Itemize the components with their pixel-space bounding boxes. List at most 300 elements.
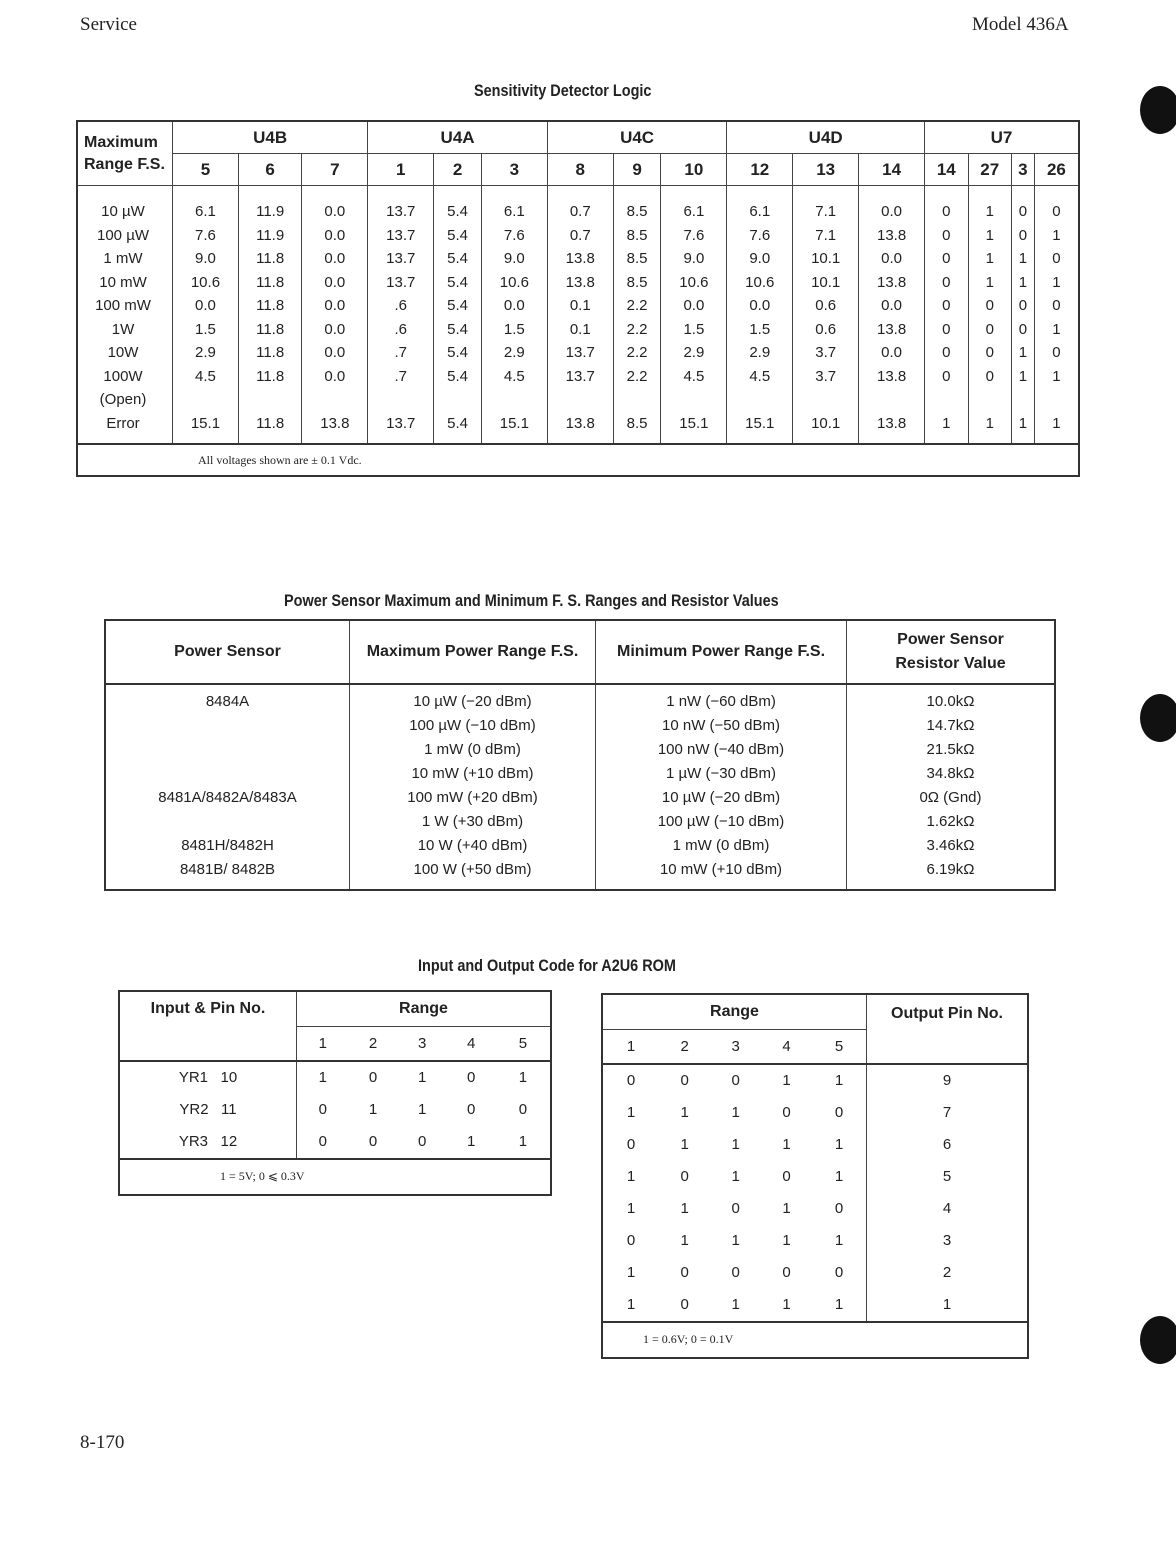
table-row xyxy=(77,271,1079,295)
voltage-cell: 13.7 xyxy=(547,341,613,365)
voltage-cell: 0.0 xyxy=(302,271,368,295)
voltage-cell: 0 xyxy=(968,341,1011,365)
voltage-cell: .6 xyxy=(368,318,434,342)
voltage-cell xyxy=(613,388,661,412)
voltage-cell: 15.1 xyxy=(481,412,547,445)
voltage-cell: 6.1 xyxy=(173,186,239,224)
voltage-cell: 1 xyxy=(968,271,1011,295)
voltage-cell: 9.0 xyxy=(661,247,727,271)
logic-level-note: 1 = 5V; 0 ⩽ 0.3V xyxy=(119,1159,551,1195)
table-row xyxy=(77,388,1079,412)
bit-cell: 1 xyxy=(782,1296,791,1313)
bit-cell: 0 xyxy=(626,1072,636,1089)
output-pin-cell: 4 xyxy=(867,1193,1029,1225)
voltage-cell: 13.8 xyxy=(859,318,925,342)
voltage-cell: .7 xyxy=(368,341,434,365)
rom-input-table xyxy=(118,990,552,1196)
bit-cell: 1 xyxy=(417,1069,427,1086)
range-cell: 10 mW xyxy=(77,271,173,295)
pin-header: 14 xyxy=(859,154,925,186)
bit-cell: 1 xyxy=(626,1200,636,1217)
resistor-cell: 6.19kΩ xyxy=(847,857,1056,890)
bit-cell: 0 xyxy=(318,1133,327,1150)
table-row xyxy=(77,247,1079,271)
voltage-cell: 5.4 xyxy=(434,224,482,248)
power-sensor-table-title: Power Sensor Maximum and Minimum F. S. Ranges and Resistor Values xyxy=(284,591,779,610)
pin-header: 26 xyxy=(1034,154,1079,186)
voltage-cell: 2.2 xyxy=(613,294,661,318)
voltage-cell: 0 xyxy=(1034,186,1079,224)
bit-cell: 1 xyxy=(318,1069,327,1086)
voltage-cell: 8.5 xyxy=(613,224,661,248)
bit-cell: 0 xyxy=(368,1133,378,1150)
voltage-cell: 1 xyxy=(968,412,1011,445)
table-row xyxy=(119,1126,551,1159)
table-row xyxy=(602,1289,1028,1322)
bit-cell: 0 xyxy=(834,1104,844,1121)
voltage-cell: 1.5 xyxy=(173,318,239,342)
voltage-cell: 1 xyxy=(1011,341,1034,365)
voltage-cell: 1.5 xyxy=(661,318,727,342)
voltage-cell xyxy=(368,388,434,412)
voltage-cell: 5.4 xyxy=(434,186,482,224)
sensor-cell: 8484A xyxy=(105,684,350,713)
voltage-cell: 1 xyxy=(968,186,1011,224)
bit-cell: 1 xyxy=(680,1136,689,1153)
bit-cell: 1 xyxy=(417,1101,427,1118)
voltage-cell: 2.9 xyxy=(173,341,239,365)
voltage-cell: 5.4 xyxy=(434,412,482,445)
voltage-cell: 13.7 xyxy=(368,186,434,224)
voltage-cell: 11.8 xyxy=(238,271,301,295)
voltage-cell: 0.7 xyxy=(547,224,613,248)
voltage-cell: 2.9 xyxy=(727,341,793,365)
bit-cell: 1 xyxy=(626,1264,636,1281)
range-header: Range xyxy=(297,991,552,1027)
bit-cell: 1 xyxy=(626,1296,636,1313)
voltage-cell: 4.5 xyxy=(661,365,727,389)
voltage-cell: 1 xyxy=(968,247,1011,271)
voltage-cell: 11.8 xyxy=(238,318,301,342)
note-row xyxy=(602,1322,1028,1358)
bit-cell: 1 xyxy=(518,1133,528,1150)
bit-cell: 1 xyxy=(680,1104,689,1121)
voltage-cell: 9.0 xyxy=(481,247,547,271)
sensor-cell xyxy=(105,713,350,737)
table-row xyxy=(105,713,1055,737)
voltage-cell: 8.5 xyxy=(613,186,661,224)
voltage-cell: 0.0 xyxy=(302,318,368,342)
col-header: Maximum Power Range F.S. xyxy=(350,620,596,684)
voltage-cell: 1.5 xyxy=(481,318,547,342)
sensitivity-table-title: Sensitivity Detector Logic xyxy=(474,81,652,100)
chip-group-header: U4C xyxy=(547,121,727,154)
voltage-cell: 11.8 xyxy=(238,341,301,365)
voltage-cell: 0.1 xyxy=(547,294,613,318)
power-sensor-table xyxy=(104,619,1056,891)
voltage-cell: 1 xyxy=(1011,247,1034,271)
sensor-cell xyxy=(105,737,350,761)
bit-cell: 1 xyxy=(731,1136,740,1153)
voltage-cell: 9.0 xyxy=(727,247,793,271)
voltage-cell: 13.7 xyxy=(368,224,434,248)
bit-cell: 1 xyxy=(782,1200,791,1217)
rom-output-table xyxy=(601,993,1029,1359)
voltage-cell: 0 xyxy=(968,365,1011,389)
table-row xyxy=(602,1064,1028,1097)
bit-cell: 1 xyxy=(518,1069,528,1086)
row-header xyxy=(77,121,173,186)
min-cell: 1 nW (−60 dBm) xyxy=(596,684,847,713)
voltage-cell xyxy=(859,388,925,412)
voltage-cell: 10.6 xyxy=(727,271,793,295)
table-row xyxy=(602,1257,1028,1289)
voltage-cell: 13.8 xyxy=(859,224,925,248)
bit-cell: 1 xyxy=(782,1072,791,1089)
voltage-cell: 10.1 xyxy=(793,412,859,445)
voltage-cell: 0 xyxy=(925,271,968,295)
voltage-cell: 2.9 xyxy=(481,341,547,365)
voltage-cell: .6 xyxy=(368,294,434,318)
page-number: 8-170 xyxy=(80,1432,125,1453)
voltage-cell xyxy=(173,388,239,412)
voltage-cell: 0 xyxy=(925,247,968,271)
bit-cell: 0 xyxy=(368,1069,378,1086)
voltage-cell: 0.0 xyxy=(661,294,727,318)
table-row xyxy=(77,186,1079,224)
voltage-cell xyxy=(434,388,482,412)
bit-cell: 0 xyxy=(782,1104,791,1121)
voltage-cell: 4.5 xyxy=(727,365,793,389)
output-pin-cell: 5 xyxy=(867,1161,1029,1193)
output-header: Output Pin No. xyxy=(867,994,1029,1064)
bit-cell: 0 xyxy=(518,1101,528,1118)
voltage-cell: 0 xyxy=(925,186,968,224)
pin-header: 7 xyxy=(302,154,368,186)
voltage-cell: 15.1 xyxy=(727,412,793,445)
table-row xyxy=(77,224,1079,248)
input-cell: YR1 10 xyxy=(119,1061,297,1094)
logic-level-note: 1 = 0.6V; 0 = 0.1V xyxy=(602,1322,1028,1358)
voltage-cell: 0 xyxy=(968,318,1011,342)
pin-header: 14 xyxy=(925,154,968,186)
pin-header: 2 xyxy=(434,154,482,186)
voltage-cell: 0 xyxy=(1011,318,1034,342)
header-section-label: Service xyxy=(80,14,137,35)
voltage-cell: 0 xyxy=(1034,247,1079,271)
voltage-cell: 6.1 xyxy=(481,186,547,224)
table-row xyxy=(77,412,1079,445)
voltage-cell: 0.0 xyxy=(727,294,793,318)
bit-cell: 1 xyxy=(834,1072,844,1089)
voltage-cell: 11.9 xyxy=(238,186,301,224)
voltage-note: All voltages shown are ± 0.1 Vdc. xyxy=(77,444,1079,476)
pin-header: 5 xyxy=(173,154,239,186)
voltage-cell: 0 xyxy=(968,294,1011,318)
voltage-cell: 13.7 xyxy=(547,365,613,389)
voltage-cell xyxy=(481,388,547,412)
table-row xyxy=(105,737,1055,761)
col-header: Power Sensor xyxy=(105,620,350,684)
sensor-cell xyxy=(105,809,350,833)
voltage-cell: 13.7 xyxy=(368,271,434,295)
range-cell: Error xyxy=(77,412,173,445)
voltage-cell: 0 xyxy=(1034,341,1079,365)
bit-cell: 1 xyxy=(680,1200,689,1217)
chip-group-header: U7 xyxy=(925,121,1079,154)
bit-cell: 1 xyxy=(680,1232,689,1249)
voltage-cell: 5.4 xyxy=(434,247,482,271)
pin-header: 13 xyxy=(793,154,859,186)
range-col-header: 2 xyxy=(349,1027,398,1061)
col-header: Minimum Power Range F.S. xyxy=(596,620,847,684)
min-cell: 100 µW (−10 dBm) xyxy=(596,809,847,833)
bit-cell: 0 xyxy=(467,1069,476,1086)
voltage-cell: 11.8 xyxy=(238,294,301,318)
voltage-cell: 13.7 xyxy=(368,247,434,271)
voltage-cell: 1 xyxy=(1011,412,1034,445)
bit-cell: 1 xyxy=(834,1232,844,1249)
range-col-header: 5 xyxy=(812,1030,866,1064)
voltage-cell: .7 xyxy=(368,365,434,389)
voltage-cell: 1 xyxy=(1034,412,1079,445)
col-header xyxy=(847,620,1056,684)
voltage-cell: 0.1 xyxy=(547,318,613,342)
voltage-cell: 8.5 xyxy=(613,247,661,271)
voltage-cell: 0 xyxy=(925,294,968,318)
voltage-cell: 0.0 xyxy=(859,341,925,365)
table-row xyxy=(119,1061,551,1094)
voltage-cell: 0.0 xyxy=(859,186,925,224)
table-row xyxy=(602,1129,1028,1161)
sensor-cell: 8481H/8482H xyxy=(105,833,350,857)
pin-header: 3 xyxy=(481,154,547,186)
bit-cell: 0 xyxy=(782,1264,791,1281)
max-cell: 100 mW (+20 dBm) xyxy=(350,785,596,809)
voltage-cell: 0.6 xyxy=(793,294,859,318)
range-header: Range xyxy=(602,994,867,1030)
pin-header: 8 xyxy=(547,154,613,186)
table-row xyxy=(105,833,1055,857)
voltage-cell: 0.7 xyxy=(547,186,613,224)
min-cell: 1 µW (−30 dBm) xyxy=(596,761,847,785)
range-cell: 1W xyxy=(77,318,173,342)
note-row xyxy=(77,444,1079,476)
voltage-cell: 13.8 xyxy=(859,365,925,389)
voltage-cell: 0 xyxy=(1011,294,1034,318)
range-cell: 100W xyxy=(77,365,173,389)
bit-cell: 0 xyxy=(731,1264,740,1281)
voltage-cell: 0.0 xyxy=(302,341,368,365)
voltage-cell: 7.1 xyxy=(793,224,859,248)
output-pin-cell: 7 xyxy=(867,1097,1029,1129)
table-row xyxy=(105,857,1055,890)
note-row xyxy=(119,1159,551,1195)
range-col-header: 4 xyxy=(447,1027,496,1061)
range-col-header: 2 xyxy=(659,1030,710,1064)
voltage-cell: 0.0 xyxy=(859,294,925,318)
voltage-cell: 5.4 xyxy=(434,294,482,318)
chip-group-header: U4A xyxy=(368,121,548,154)
voltage-cell: 10.6 xyxy=(173,271,239,295)
voltage-cell: 10.6 xyxy=(661,271,727,295)
voltage-cell: 0 xyxy=(925,365,968,389)
voltage-cell: 4.5 xyxy=(481,365,547,389)
voltage-cell: 1 xyxy=(1011,365,1034,389)
bit-cell: 0 xyxy=(680,1168,689,1185)
max-cell: 10 mW (+10 dBm) xyxy=(350,761,596,785)
range-col-header: 1 xyxy=(297,1027,349,1061)
voltage-cell: 0.0 xyxy=(302,247,368,271)
bit-cell: 0 xyxy=(680,1296,689,1313)
col-header-line: Resistor Value xyxy=(895,655,1006,672)
voltage-cell: 6.1 xyxy=(661,186,727,224)
sensor-cell: 8481A/8482A/8483A xyxy=(105,785,350,809)
voltage-cell: 5.4 xyxy=(434,341,482,365)
resistor-cell: 1.62kΩ xyxy=(847,809,1056,833)
voltage-cell: 0.0 xyxy=(302,186,368,224)
voltage-cell: 0.0 xyxy=(481,294,547,318)
bit-cell: 0 xyxy=(782,1168,791,1185)
bit-cell: 0 xyxy=(731,1072,740,1089)
bit-cell: 1 xyxy=(731,1232,740,1249)
pin-header: 12 xyxy=(727,154,793,186)
voltage-cell: 1 xyxy=(1034,271,1079,295)
table-row xyxy=(602,1193,1028,1225)
voltage-cell xyxy=(238,388,301,412)
bit-cell: 1 xyxy=(834,1168,844,1185)
range-cell: 10 µW xyxy=(77,186,173,224)
voltage-cell: 2.2 xyxy=(613,318,661,342)
range-cell: 10W xyxy=(77,341,173,365)
resistor-cell: 21.5kΩ xyxy=(847,737,1056,761)
output-pin-cell: 1 xyxy=(867,1289,1029,1322)
pin-header: 10 xyxy=(661,154,727,186)
output-pin-cell: 3 xyxy=(867,1225,1029,1257)
voltage-cell: 0.0 xyxy=(859,247,925,271)
voltage-cell xyxy=(793,388,859,412)
binder-hole xyxy=(1140,86,1176,134)
min-cell: 10 mW (+10 dBm) xyxy=(596,857,847,890)
row-header-line: Maximum xyxy=(84,133,158,151)
range-col-header: 3 xyxy=(398,1027,447,1061)
max-cell: 1 mW (0 dBm) xyxy=(350,737,596,761)
header-model-label: Model 436A xyxy=(972,14,1069,35)
voltage-cell xyxy=(1011,388,1034,412)
voltage-cell: 13.8 xyxy=(547,247,613,271)
voltage-cell: 11.9 xyxy=(238,224,301,248)
voltage-cell: 6.1 xyxy=(727,186,793,224)
voltage-cell: 13.8 xyxy=(302,412,368,445)
min-cell: 10 µW (−20 dBm) xyxy=(596,785,847,809)
output-pin-cell: 2 xyxy=(867,1257,1029,1289)
bit-cell: 1 xyxy=(782,1232,791,1249)
voltage-cell: 0 xyxy=(1011,224,1034,248)
binder-hole xyxy=(1140,694,1176,742)
min-cell: 100 nW (−40 dBm) xyxy=(596,737,847,761)
voltage-cell: 10.1 xyxy=(793,271,859,295)
col-header-line: Power Sensor xyxy=(897,631,1004,648)
voltage-cell: 15.1 xyxy=(661,412,727,445)
resistor-cell: 34.8kΩ xyxy=(847,761,1056,785)
bit-cell: 1 xyxy=(731,1296,740,1313)
max-cell: 100 µW (−10 dBm) xyxy=(350,713,596,737)
voltage-cell: 0 xyxy=(925,341,968,365)
bit-cell: 0 xyxy=(626,1232,636,1249)
voltage-cell: 4.5 xyxy=(173,365,239,389)
rom-table-title: Input and Output Code for A2U6 ROM xyxy=(418,956,676,975)
bit-cell: 1 xyxy=(626,1168,636,1185)
voltage-cell: 0 xyxy=(1034,294,1079,318)
voltage-cell: 5.4 xyxy=(434,365,482,389)
voltage-cell: 13.8 xyxy=(859,271,925,295)
voltage-cell: 0 xyxy=(925,318,968,342)
binder-hole xyxy=(1140,1316,1176,1364)
voltage-cell: 11.8 xyxy=(238,365,301,389)
min-cell: 10 nW (−50 dBm) xyxy=(596,713,847,737)
sensitivity-detector-table xyxy=(76,120,1080,477)
resistor-cell: 14.7kΩ xyxy=(847,713,1056,737)
voltage-cell: 1.5 xyxy=(727,318,793,342)
table-row xyxy=(105,684,1055,713)
range-col-header: 5 xyxy=(496,1027,551,1061)
voltage-cell: 0.0 xyxy=(173,294,239,318)
voltage-cell: 13.8 xyxy=(547,271,613,295)
table-row xyxy=(602,1161,1028,1193)
range-cell: (Open) xyxy=(77,388,173,412)
voltage-cell: 11.8 xyxy=(238,247,301,271)
table-row xyxy=(77,341,1079,365)
max-cell: 1 W (+30 dBm) xyxy=(350,809,596,833)
voltage-cell: 7.6 xyxy=(727,224,793,248)
bit-cell: 1 xyxy=(467,1133,476,1150)
voltage-cell: 2.2 xyxy=(613,365,661,389)
bit-cell: 0 xyxy=(417,1133,427,1150)
pin-header: 9 xyxy=(613,154,661,186)
voltage-cell: 2.2 xyxy=(613,341,661,365)
voltage-cell: 1 xyxy=(925,412,968,445)
voltage-cell: 11.8 xyxy=(238,412,301,445)
voltage-cell: 0.0 xyxy=(302,294,368,318)
sensor-cell: 8481B/ 8482B xyxy=(105,857,350,890)
bit-cell: 0 xyxy=(680,1072,689,1089)
voltage-cell: 0.0 xyxy=(302,224,368,248)
range-col-header: 4 xyxy=(761,1030,812,1064)
voltage-cell: 1 xyxy=(968,224,1011,248)
table-row xyxy=(105,809,1055,833)
output-pin-cell: 9 xyxy=(867,1064,1029,1097)
voltage-cell: 13.8 xyxy=(547,412,613,445)
voltage-cell: 1 xyxy=(1034,365,1079,389)
bit-cell: 0 xyxy=(680,1264,689,1281)
pin-header: 27 xyxy=(968,154,1011,186)
bit-cell: 1 xyxy=(731,1168,740,1185)
voltage-cell: 9.0 xyxy=(173,247,239,271)
voltage-cell: 13.7 xyxy=(368,412,434,445)
max-cell: 10 W (+40 dBm) xyxy=(350,833,596,857)
pin-header: 3 xyxy=(1011,154,1034,186)
voltage-cell: 10.6 xyxy=(481,271,547,295)
voltage-cell xyxy=(1034,388,1079,412)
voltage-cell: 5.4 xyxy=(434,271,482,295)
pin-header: 1 xyxy=(368,154,434,186)
voltage-cell xyxy=(727,388,793,412)
voltage-cell: 7.6 xyxy=(661,224,727,248)
bit-cell: 0 xyxy=(318,1101,327,1118)
table-row xyxy=(602,1225,1028,1257)
input-cell: YR3 12 xyxy=(119,1126,297,1159)
voltage-cell: 7.6 xyxy=(173,224,239,248)
